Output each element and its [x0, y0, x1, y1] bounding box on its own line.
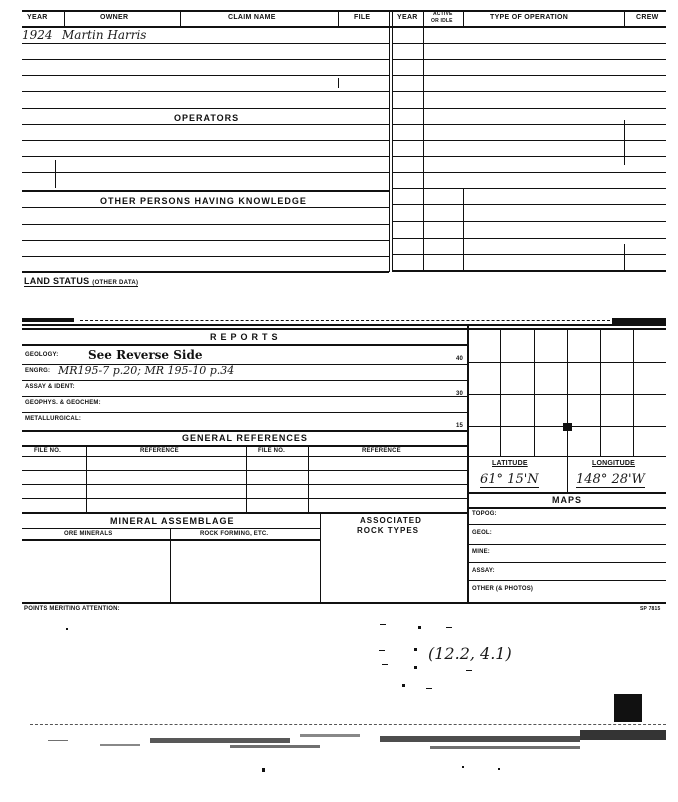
header-year-2: YEAR — [397, 14, 418, 21]
rock-forming-label: ROCK FORMING, ETC. — [200, 531, 269, 537]
col-file-no-2: FILE NO. — [258, 448, 285, 454]
margin-number-15: 15 — [456, 423, 464, 429]
latitude-value: 61° 15'N — [480, 472, 539, 487]
associated-heading: ASSOCIATED — [360, 516, 422, 525]
owner-year: 1924 — [22, 28, 53, 42]
geophys-geochem-label: GEOPHYS. & GEOCHEM: — [25, 400, 101, 406]
header-crew: CREW — [636, 14, 659, 21]
margin-number-30: 30 — [456, 391, 464, 397]
col-reference-2: REFERENCE — [362, 448, 401, 454]
points-meriting-attention-label: POINTS MERITING ATTENTION: — [24, 606, 120, 612]
col-file-no: FILE NO. — [34, 448, 61, 454]
latitude-label: LATITUDE — [492, 460, 528, 467]
header-active-line1: ACTIVE — [433, 11, 453, 17]
engrg-label: ENGRG: — [25, 368, 51, 374]
black-square-mark — [614, 694, 642, 722]
rock-types-heading: ROCK TYPES — [357, 526, 420, 535]
coordinates-note: (12.2, 4.1) — [428, 644, 512, 663]
maps-assay-label: ASSAY: — [472, 568, 495, 574]
margin-number-40: 40 — [456, 356, 464, 362]
engrg-value: MR195-7 p.20; MR 195-10 p.34 — [58, 364, 235, 377]
longitude-label: LONGITUDE — [592, 460, 636, 467]
longitude-value: 148° 28'W — [576, 472, 645, 487]
land-status-sub: (OTHER DATA) — [92, 280, 139, 286]
maps-other-label: OTHER (& PHOTOS) — [472, 586, 534, 592]
owner-name: Martin Harris — [62, 28, 147, 42]
ore-minerals-label: ORE MINERALS — [64, 531, 113, 537]
header-type-of-operation: TYPE OF OPERATION — [490, 14, 569, 21]
header-owner: OWNER — [100, 14, 129, 21]
maps-geol-label: GEOL: — [472, 530, 492, 536]
header-active-line2: OR IDLE — [431, 18, 453, 24]
location-marker — [563, 423, 572, 431]
mineral-assemblage-heading: MINERAL ASSEMBLAGE — [110, 516, 235, 526]
maps-mine-label: MINE: — [472, 549, 490, 555]
header-claim-name: CLAIM NAME — [228, 14, 276, 21]
form-code: SP 7815 — [640, 606, 661, 612]
header-file: FILE — [354, 14, 371, 21]
general-references-heading: GENERAL REFERENCES — [182, 433, 308, 443]
metallurgical-label: METALLURGICAL: — [25, 416, 82, 422]
geology-label: GEOLOGY: — [25, 352, 59, 358]
operators-heading: OPERATORS — [174, 113, 240, 123]
reports-heading: REPORTS — [210, 332, 282, 342]
maps-topog-label: TOPOG: — [472, 511, 497, 517]
assay-ident-label: ASSAY & IDENT: — [25, 384, 75, 390]
land-status-heading: LAND STATUS (OTHER DATA) — [24, 276, 139, 286]
geology-value: See Reverse Side — [88, 348, 203, 362]
header-year: YEAR — [27, 14, 48, 21]
col-reference: REFERENCE — [140, 448, 179, 454]
maps-heading: MAPS — [552, 495, 583, 505]
other-persons-heading: OTHER PERSONS HAVING KNOWLEDGE — [100, 196, 307, 206]
